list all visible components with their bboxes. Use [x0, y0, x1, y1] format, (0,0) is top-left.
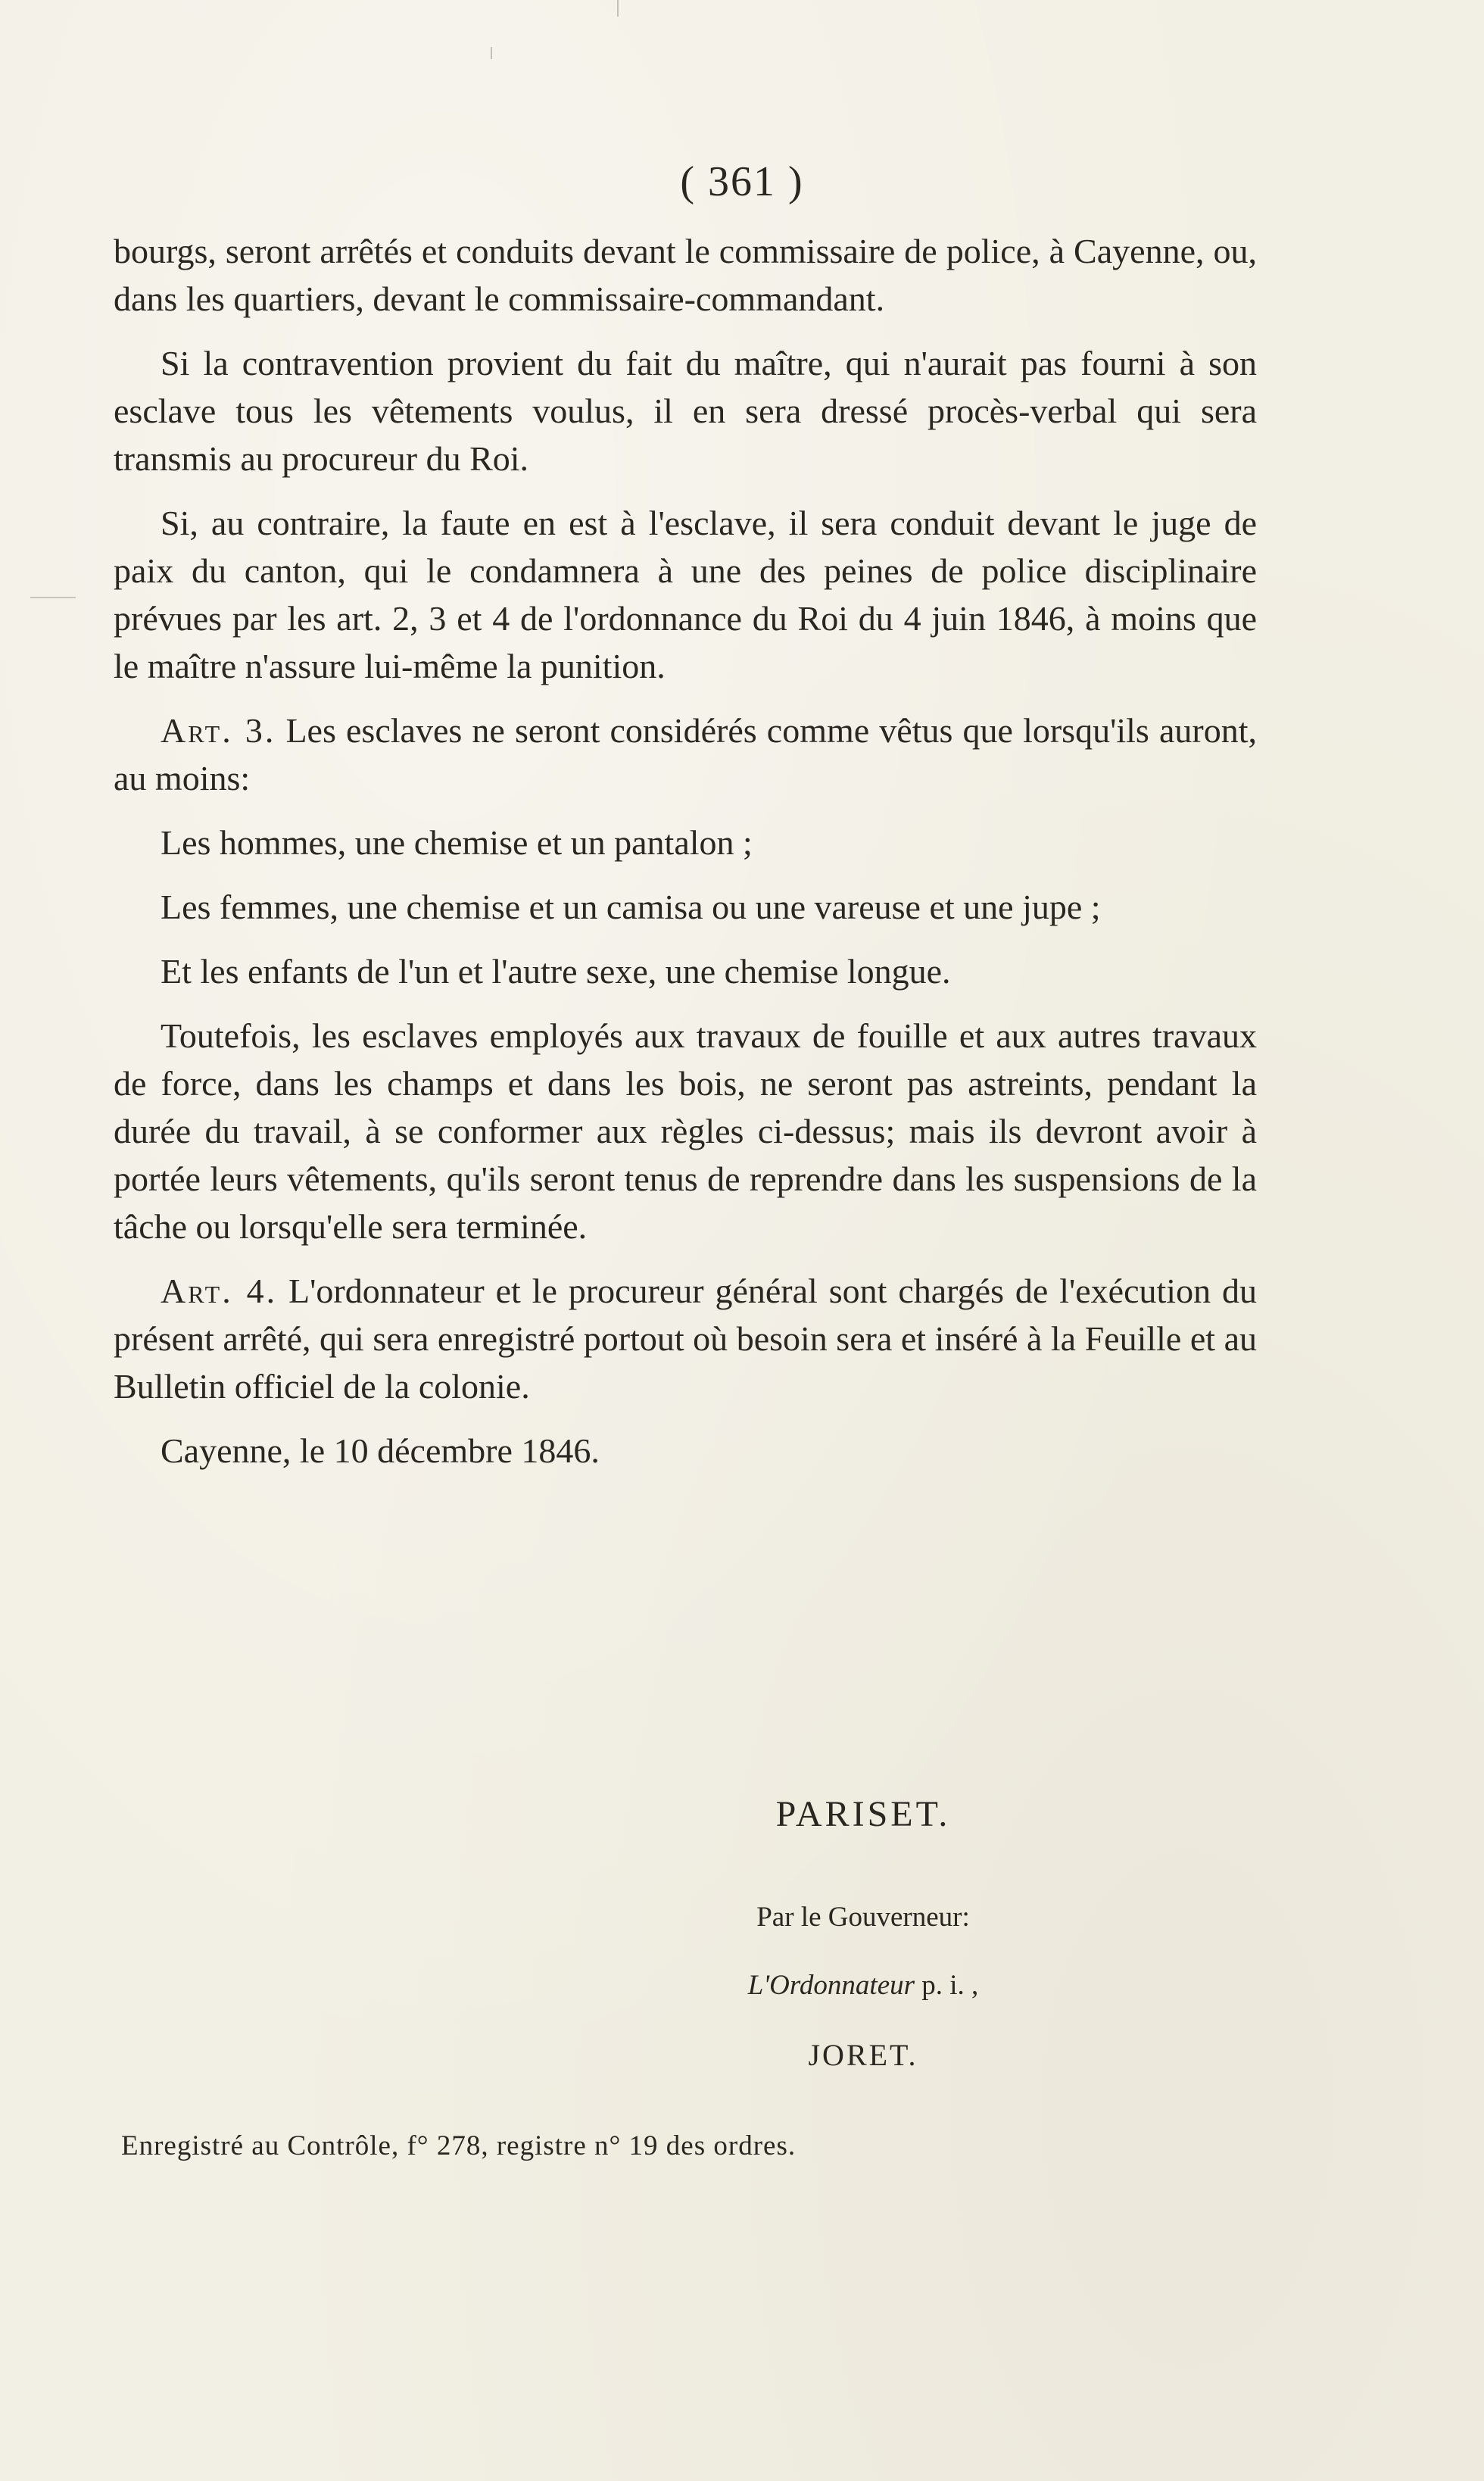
paragraph [114, 819, 1257, 866]
paragraph [114, 1012, 1257, 1250]
margin-mark [617, 0, 619, 17]
paragraph-text: Les hommes, une chemise et un pantalon ; [161, 823, 753, 862]
article-label: Art. 3. [161, 711, 276, 750]
paragraph-text: L'ordonnateur et le procureur général sont chargés de l'exécution du présent arrêté, qui sera enregistré portout où besoin sera et inséré à la Feuille et au Bulletin officiel de la colonie. [114, 1272, 1257, 1406]
article-label: Art. 4. [161, 1272, 278, 1310]
ordonnateur-suffix: p. i. , [915, 1970, 979, 2001]
paragraph-text: Si, au contraire, la faute en est à l'esclave, il sera conduit devant le juge de paix du canton, qui le condamnera à une des peines de police disciplinaire prévues par les art. 2, 3 et 4 de l'ordonnance du Roi du 4 juin 1846, à moins que le maître n'assure lui-même la punition. [114, 504, 1257, 685]
paragraph [114, 707, 1257, 802]
signature-name: PARISET. [775, 1794, 951, 1834]
ordonnateur-title: L'Ordonnateur [747, 1970, 915, 2001]
paragraph [114, 1267, 1257, 1410]
margin-mark [30, 597, 76, 598]
ordonnateur-line [0, 1969, 1484, 2002]
countersignature: JORET. [808, 2038, 918, 2072]
page-number-header: ( 361 ) [680, 158, 804, 205]
paragraph-text: Si la contravention provient du fait du maître, qui n'aurait pas fourni à son esclave tous les vêtements voulus, il en sera dressé procès-verbal qui sera transmis au procureur du Roi. [114, 344, 1257, 478]
paragraph [114, 883, 1257, 931]
paragraph [114, 227, 1257, 323]
paragraph-text: Toutefois, les esclaves employés aux travaux de fouille et aux autres travaux de force, dans les champs et dans les bois, ne seront pas astreints, pendant la durée du travail, à se conformer aux règles ci-dessus; mais ils devront avoir à portée leurs vêtements, qu'ils seront tenus de reprendre dans les suspensions de la tâche ou lorsqu'elle sera terminée. [114, 1016, 1257, 1246]
body-text [114, 227, 1257, 1491]
margin-mark [491, 47, 492, 59]
register-note: Enregistré au Contrôle, f° 278, registre n° 19 des ordres. [121, 2130, 797, 2161]
paragraph [114, 339, 1257, 482]
paragraph-text: Les esclaves ne seront considérés comme vêtus que lorsqu'ils auront, au moins: [114, 711, 1257, 797]
paragraph-text: bourgs, seront arrêtés et conduits devant le commissaire de police, à Cayenne, ou, dans les quartiers, devant le commissaire-commandant. [114, 232, 1257, 318]
paragraph-text: Et les enfants de l'un et l'autre sexe, une chemise longue. [161, 952, 951, 991]
paragraph [114, 1427, 1257, 1475]
paragraph-text: Cayenne, le 10 décembre 1846. [161, 1431, 600, 1470]
by-governor-line: Par le Gouverneur: [756, 1902, 970, 1933]
paragraph [114, 499, 1257, 690]
paragraph-text: Les femmes, une chemise et un camisa ou une vareuse et une jupe ; [161, 888, 1101, 926]
paragraph [114, 947, 1257, 995]
